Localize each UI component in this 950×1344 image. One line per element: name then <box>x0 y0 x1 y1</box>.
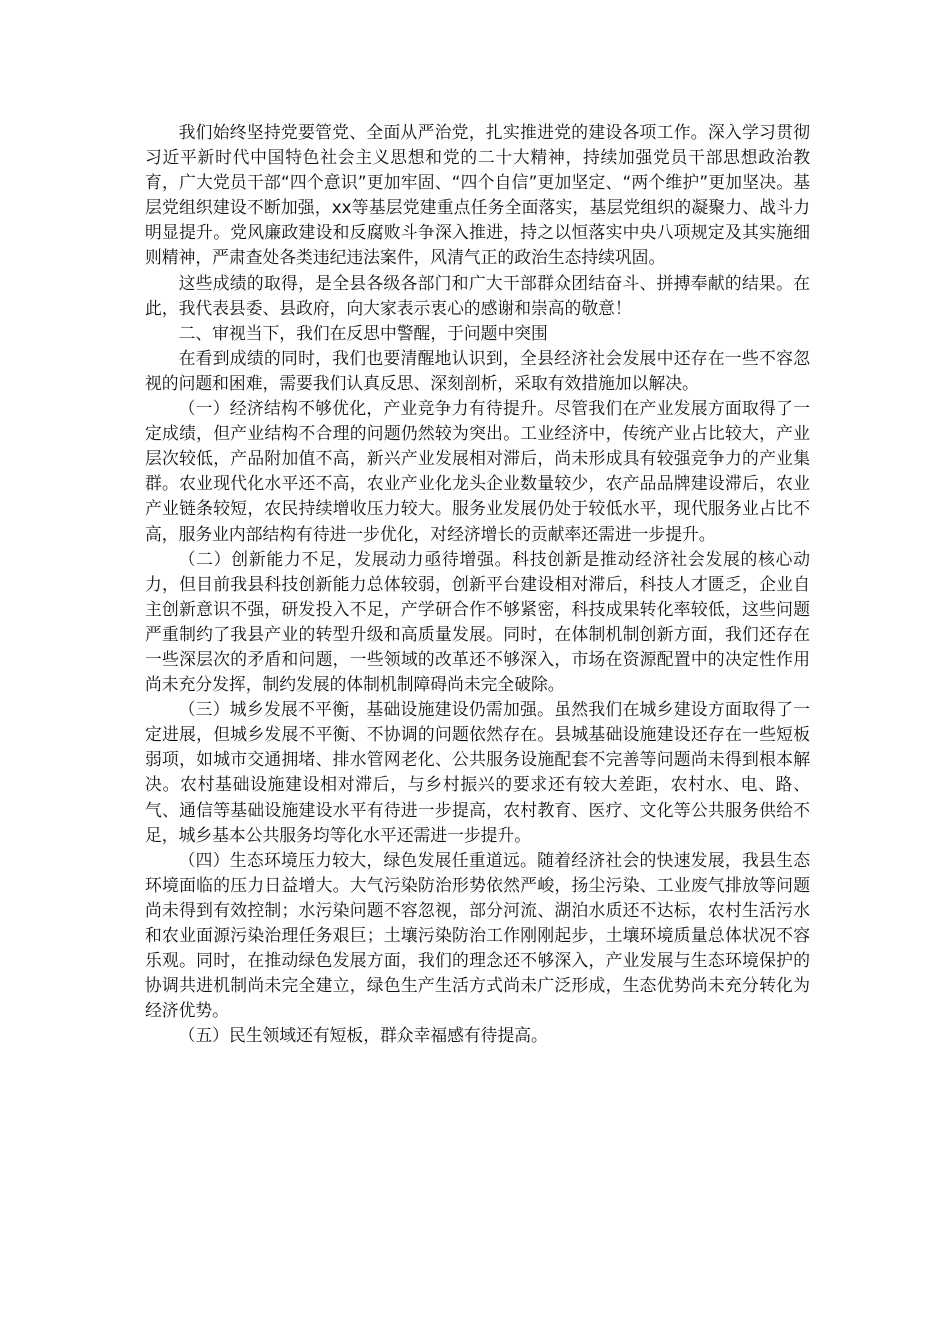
document-body <box>145 120 810 1048</box>
paragraph-issue-5-livelihood: （五）民生领域还有短板，群众幸福感有待提高。 <box>178 1025 548 1046</box>
paragraph-achievements-thanks: 这些成绩的取得，是全县各级各部门和广大干部群众团结奋斗、拼搏奉献的结果。在此，我代表县委、县政府，向大家表示衷心的感谢和崇高的敬意！ <box>145 272 810 318</box>
paragraph-problems-intro: 在看到成绩的同时，我们也要清醒地认识到，全县经济社会发展中还存在一些不容忽视的问题和困难，需要我们认真反思、深刻剖析，采取有效措施加以解决。 <box>145 347 810 393</box>
paragraph-issue-2-innovation: （二）创新能力不足，发展动力亟待增强。科技创新是推动经济社会发展的核心动力，但目前我县科技创新能力总体较弱，创新平台建设相对滞后，科技人才匮乏，企业自主创新意识不强，研发投入不足，产学研合作不够紧密，科技成果转化率较低，这些问题严重制约了我县产业的转型升级和高质量发展。同时，在体制机制创新方面，我们还存在一些深层次的矛盾和问题，一些领域的改革还不够深入，市场在资源配置中的决定性作用尚未充分发挥，制约发展的体制机制障碍尚未完全破除。 <box>145 548 810 695</box>
paragraph-issue-4-ecology: （四）生态环境压力较大，绿色发展任重道远。随着经济社会的快速发展，我县生态环境面临的压力日益增大。大气污染防治形势依然严峻，扬尘污染、工业废气排放等问题尚未得到有效控制；水污染问题不容忽视，部分河流、湖泊水质还不达标，农村生活污水和农业面源污染治理任务艰巨；土壤污染防治工作刚刚起步，土壤环境质量总体状况不容乐观。同时，在推动绿色发展方面，我们的理念还不够深入，产业发展与生态环境保护的协调共进机制尚未完全建立，绿色生产生活方式尚未广泛形成，生态优势尚未充分转化为经济优势。 <box>145 849 810 1021</box>
section-heading-2: 二、审视当下，我们在反思中警醒，于问题中突围 <box>178 322 548 343</box>
paragraph-issue-3-urban-rural: （三）城乡发展不平衡，基础设施建设仍需加强。虽然我们在城乡建设方面取得了一定进展，但城乡发展不平衡、不协调的问题依然存在。县城基础设施建设还存在一些短板弱项，如城市交通拥堵、排水管网老化、公共服务设施配套不完善等问题尚未得到根本解决。农村基础设施建设相对滞后，与乡村振兴的要求还有较大差距，农村水、电、路、气、通信等基础设施建设水平有待进一步提高，农村教育、医疗、文化等公共服务供给不足，城乡基本公共服务均等化水平还需进一步提升。 <box>145 699 810 845</box>
paragraph-issue-1-economy: （一）经济结构不够优化，产业竞争力有待提升。尽管我们在产业发展方面取得了一定成绩，但产业结构不合理的问题仍然较为突出。工业经济中，传统产业占比较大，产业层次较低，产品附加值不高，新兴产业发展相对滞后，尚未形成具有较强竞争力的产业集群。农业现代化水平还不高，农业产业化龙头企业数量较少，农产品品牌建设滞后，农业产业链条较短，农民持续增收压力较大。服务业发展仍处于较低水平，现代服务业占比不高，服务业内部结构有待进一步优化，对经济增长的贡献率还需进一步提升。 <box>145 398 810 544</box>
paragraph-party-building: 我们始终坚持党要管党、全面从严治党，扎实推进党的建设各项工作。深入学习贯彻习近平新时代中国特色社会主义思想和党的二十大精神，持续加强党员干部思想政治教育，广大党员干部“四个意识”更加牢固、“四个自信”更加坚定、“两个维护”更加坚决。基层党组织建设不断加强，xx等基层党建重点任务全面落实，基层党组织的凝聚力、战斗力明显提升。党风廉政建设和反腐败斗争深入推进，持之以恒落实中央八项规定及其实施细则精神，严肃查处各类违纪违法案件，风清气正的政治生态持续巩固。 <box>145 122 810 268</box>
